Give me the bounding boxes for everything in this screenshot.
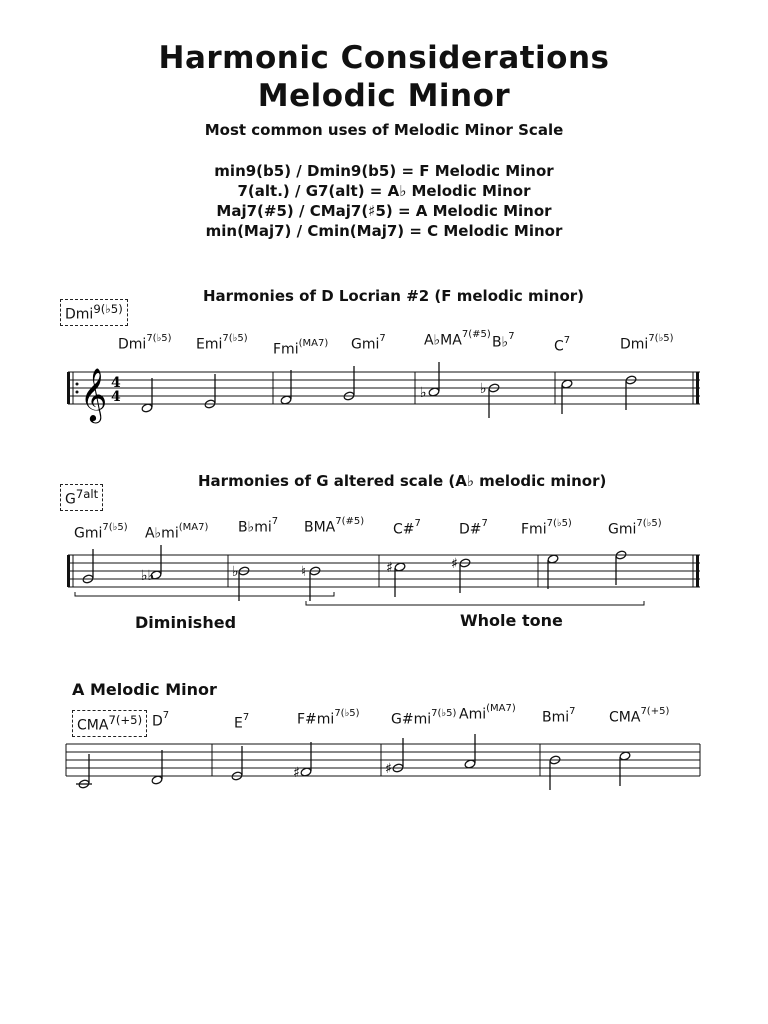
chord-symbol: Bmi$^7$	[542, 706, 576, 726]
note	[300, 767, 312, 777]
bracket-label-whole-tone: Whole tone	[460, 611, 563, 630]
chord-symbol: Fmi$^{7(♭5)}$	[521, 518, 572, 538]
section-title: A Melodic Minor	[72, 680, 217, 699]
sharp-accidental: ♯	[386, 560, 393, 576]
time-signature: 4	[111, 389, 121, 405]
chord-symbol: $B♭mi^7$	[238, 516, 279, 536]
chord-symbol: $F\#mi^{7(♭5)}$	[297, 708, 360, 728]
subtitle: Most common uses of Melodic Minor Scale	[204, 121, 564, 139]
note	[464, 759, 476, 769]
start-repeat-bar	[67, 555, 70, 587]
flat-accidental: ♭	[232, 564, 239, 580]
music-staff-3	[0, 730, 768, 800]
use-line: min(Maj7) / Cmin(Maj7) = C Melodic Minor	[205, 222, 563, 240]
treble-clef-icon: 𝄞	[80, 367, 108, 421]
chord-symbol: $CMA^{7(+5)}$	[609, 706, 670, 726]
note	[280, 395, 292, 405]
chord-symbol: $G\#mi^{7(♭5)}$	[391, 708, 457, 728]
chord-box: $G^{7alt}$	[60, 484, 103, 511]
sharp-accidental: ♯	[293, 765, 300, 781]
page-subtitle-title: Melodic Minor	[257, 78, 511, 114]
chord-symbol: $C^7$	[554, 335, 571, 355]
chord-symbol: $A♭MA^{7(\#5)}$	[424, 329, 491, 349]
note	[619, 751, 631, 761]
note	[394, 562, 406, 572]
note	[428, 387, 440, 397]
page-title: Harmonic Considerations	[158, 40, 610, 76]
note	[561, 379, 573, 389]
chord-symbol: $BMA^{7(\#5)}$	[304, 516, 365, 536]
chord-symbol: Fmi$^{(MA7)}$	[273, 338, 329, 358]
chord-box: $CMA^{7(+5)}$	[72, 710, 147, 737]
music-staff-2	[0, 540, 768, 610]
chord-symbol: $A♭mi^{(MA7)}$	[145, 522, 209, 542]
chord-symbol: $E^7$	[234, 712, 250, 732]
note	[141, 403, 153, 413]
flat-accidental: ♭♭	[141, 568, 155, 584]
natural-accidental: ♮	[301, 564, 307, 580]
bracket-label-diminished: Diminished	[135, 613, 237, 632]
chord-symbol: D#$^7$	[459, 518, 488, 538]
use-line: 7(alt.) / G7(alt) = A♭ Melodic Minor	[237, 182, 531, 200]
whole-tone-bracket	[306, 601, 644, 605]
chord-symbol: Gmi$^{7(♭5)}$	[608, 518, 662, 538]
section-title: Harmonies of G altered scale (A♭ melodic minor)	[198, 472, 607, 490]
start-repeat-bar	[67, 372, 70, 404]
chord-symbol: Dmi$^{7(♭5)}$	[620, 333, 674, 353]
uses-list	[0, 161, 768, 241]
chord-symbol: Dmi$^{7(♭5)}$	[118, 333, 172, 353]
note	[547, 554, 559, 564]
section-title: Harmonies of D Locrian #2 (F melodic minor)	[203, 287, 584, 305]
use-line: min9(b5) / Dmin9(b5) = F Melodic Minor	[214, 162, 554, 180]
chord-symbol: $D^7$	[152, 710, 170, 730]
chord-symbol: Gmi$^{7(♭5)}$	[74, 522, 128, 542]
chord-box: Dmi$^{9(♭5)}$	[60, 299, 128, 326]
diminished-bracket	[75, 592, 334, 596]
chord-symbol: C#$^7$	[393, 518, 421, 538]
note	[151, 775, 163, 785]
use-line: Maj7(#5) / CMaj7(♯5) = A Melodic Minor	[216, 202, 552, 220]
chord-symbol: B♭$^7$	[492, 331, 515, 351]
chord-symbol: Emi$^{7(♭5)}$	[196, 333, 248, 353]
music-staff-1	[0, 355, 768, 425]
sharp-accidental: ♯	[385, 761, 392, 777]
sharp-accidental: ♯	[451, 556, 458, 572]
chord-symbol: Ami$^{(MA7)}$	[459, 703, 516, 723]
chord-symbol: Gmi$^7$	[351, 333, 386, 353]
flat-accidental: ♭	[480, 381, 487, 397]
time-signature: 4	[111, 375, 121, 391]
flat-accidental: ♭	[420, 385, 427, 401]
